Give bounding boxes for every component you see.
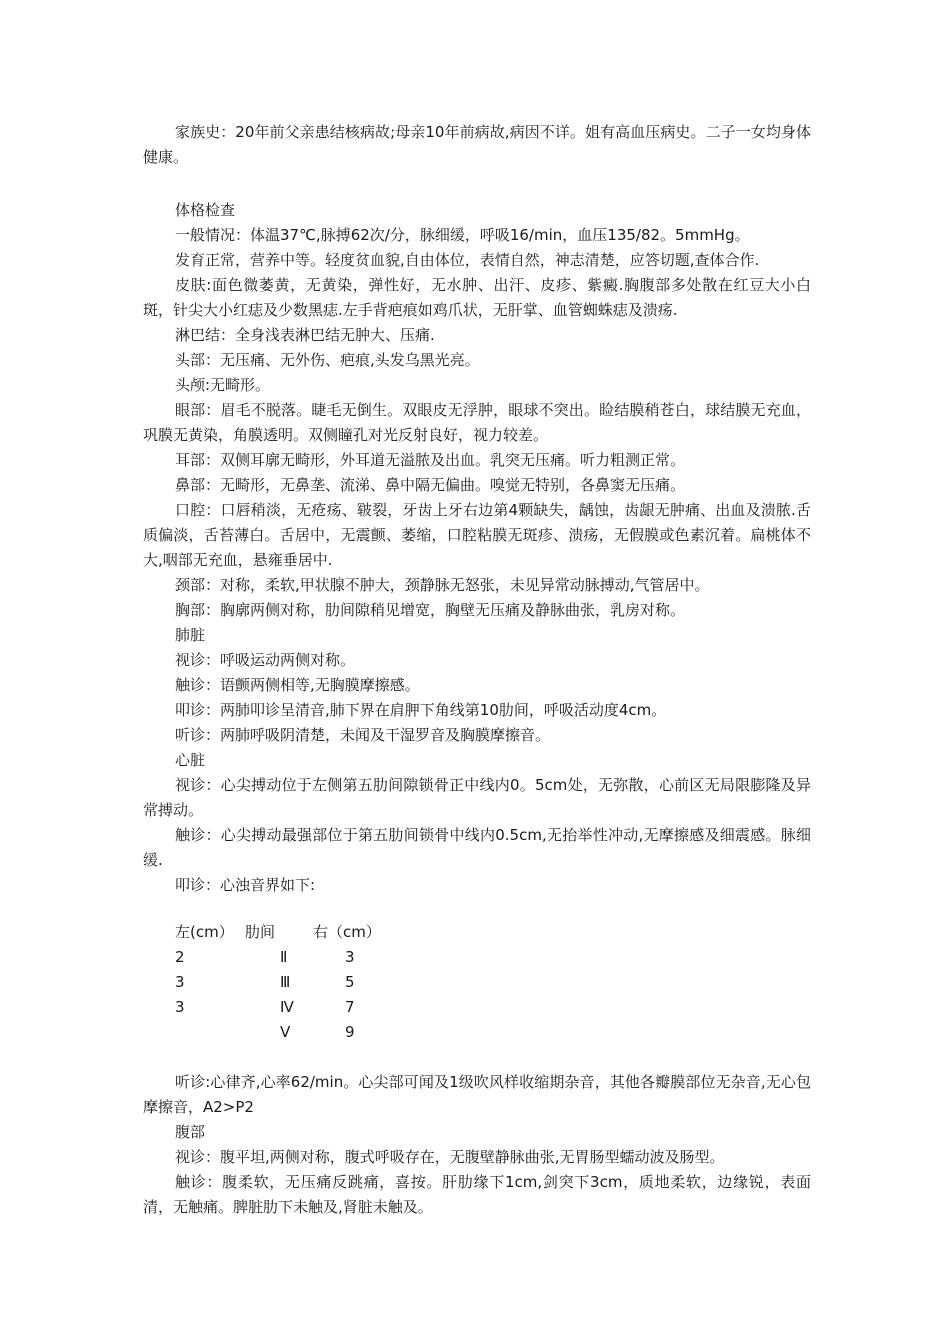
- lung-title: 肺脏: [175, 626, 206, 644]
- heart-palpation: 触诊：心尖搏动最强部位于第五肋间锁骨中线内0.5cm,无抬举性冲动,无摩擦感及细震感。脉细缓.: [143, 826, 811, 869]
- chest: 胸部：胸廓两侧对称，肋间隙稍见增宽，胸壁无压痛及静脉曲张，乳房对称。: [175, 601, 686, 619]
- lymph-nodes: 淋巴结：全身浅表淋巴结无肿大、压痛.: [175, 326, 435, 344]
- abdomen-title: 腹部: [175, 1123, 206, 1141]
- heart-title: 心脏: [175, 751, 206, 769]
- cell-left: 3: [175, 973, 185, 991]
- header-intercostal: 肋间: [245, 923, 276, 941]
- ears: 耳部：双侧耳廓无畸形，外耳道无溢脓及出血。乳突无压痛。听力粗测正常。: [175, 451, 686, 469]
- family-history: 家族史：20年前父亲患结核病故;母亲10年前病故,病因不详。姐有高血压病史。二子一女均身体健康。: [143, 123, 811, 166]
- heart-auscultation: 听诊:心律齐,心率62/min。心尖部可闻及1级吹风样收缩期杂音，其他各瓣膜部位无杂音,无心包摩擦音，A2>P2: [143, 1073, 811, 1116]
- heart-inspection: 视诊：心尖搏动位于左侧第五肋间隙锁骨正中线内0。5cm处，无弥散，心前区无局限膨隆及异常搏动。: [143, 776, 811, 819]
- skin: 皮肤:面色微萎黄，无黄染，弹性好，无水肿、出汗、皮疹、紫癜.胸腹部多处散在红豆大小白斑，针尖大小红痣及少数黑痣.左手背疤痕如鸡爪状，无肝掌、血管蜘蛛痣及溃疡.: [143, 276, 811, 319]
- table-row: [175, 1020, 435, 1045]
- cell-right: 7: [345, 998, 355, 1016]
- cell-right: 5: [345, 973, 355, 991]
- exam-title: 体格检查: [175, 201, 236, 219]
- nose: 鼻部：无畸形，无鼻垄、流涕、鼻中隔无偏曲。嗅觉无特别，各鼻窦无压痛。: [175, 476, 686, 494]
- family-history-section: [143, 120, 811, 170]
- cell-intercostal: Ⅱ: [280, 948, 288, 966]
- cell-intercostal: Ⅴ: [280, 1023, 291, 1041]
- cell-left: 3: [175, 998, 185, 1016]
- general-condition: 一般情况：体温37℃,脉搏62次/分，脉细缓，呼吸16/min，血压135/82。5mmHg。: [175, 226, 750, 244]
- table-row: [175, 945, 435, 970]
- table-header-row: [175, 920, 435, 945]
- heart-percussion: 叩诊：心浊音界如下:: [175, 876, 316, 894]
- lung-percussion: 叩诊：两肺叩诊呈清音,肺下界在肩胛下角线第10肋间，呼吸活动度4cm。: [175, 701, 667, 719]
- table-row: [175, 970, 435, 995]
- cell-right: 3: [345, 948, 355, 966]
- exam-continued-section: [143, 1070, 811, 1220]
- cell-left: 2: [175, 948, 185, 966]
- table-row: [175, 995, 435, 1020]
- development: 发育正常，营养中等。轻度贫血貌,自由体位，表情自然，神志清楚，应答切题,查体合作.: [175, 251, 760, 269]
- head: 头部：无压痛、无外伤、疤痕,头发乌黑光亮。: [175, 351, 480, 369]
- abdomen-inspection: 视诊：腹平坦,两侧对称，腹式呼吸存在，无腹壁静脉曲张,无胃肠型蠕动波及肠型。: [175, 1148, 725, 1166]
- cell-intercostal: Ⅳ: [280, 998, 294, 1016]
- cell-intercostal: Ⅲ: [280, 973, 291, 991]
- mouth: 口腔：口唇稍淡，无疮疡、皲裂，牙齿上牙右边第4颗缺失，龋蚀，齿龈无肿痛、出血及溃脓.舌质偏淡，舌苔薄白。舌居中，无震颤、萎缩，口腔粘膜无斑疹、溃疡，无假膜或色素沉着。扁桃体不大,咽部无充血，悬雍垂居中.: [143, 501, 811, 569]
- header-right: 右（cm）: [313, 923, 381, 941]
- physical-exam-section: [143, 198, 811, 898]
- lung-auscultation: 听诊：两肺呼吸阴清楚，未闻及干湿罗音及胸膜摩擦音。: [175, 726, 551, 744]
- abdomen-palpation: 触诊：腹柔软，无压痛反跳痛，喜按。肝肋缘下1cm,剑突下3cm，质地柔软，边缘锐，表面清，无触痛。脾脏肋下未触及,肾脏未触及。: [143, 1173, 811, 1216]
- skull: 头颅:无畸形。: [175, 376, 271, 394]
- cell-right: 9: [345, 1023, 355, 1041]
- header-left: 左(cm）: [175, 923, 234, 941]
- lung-palpation: 触诊：语颤两侧相等,无胸膜摩擦感。: [175, 676, 420, 694]
- neck: 颈部：对称，柔软,甲状腺不肿大，颈静脉无怒张，未见异常动脉搏动,气管居中。: [175, 576, 710, 594]
- cardiac-dullness-table: [175, 920, 435, 1045]
- lung-inspection: 视诊：呼吸运动两侧对称。: [175, 651, 356, 669]
- eyes: 眼部：眉毛不脱落。睫毛无倒生。双眼皮无浮肿，眼球不突出。睑结膜稍苍白，球结膜无充血，巩膜无黄染，角膜透明。双侧瞳孔对光反射良好，视力较差。: [143, 401, 811, 444]
